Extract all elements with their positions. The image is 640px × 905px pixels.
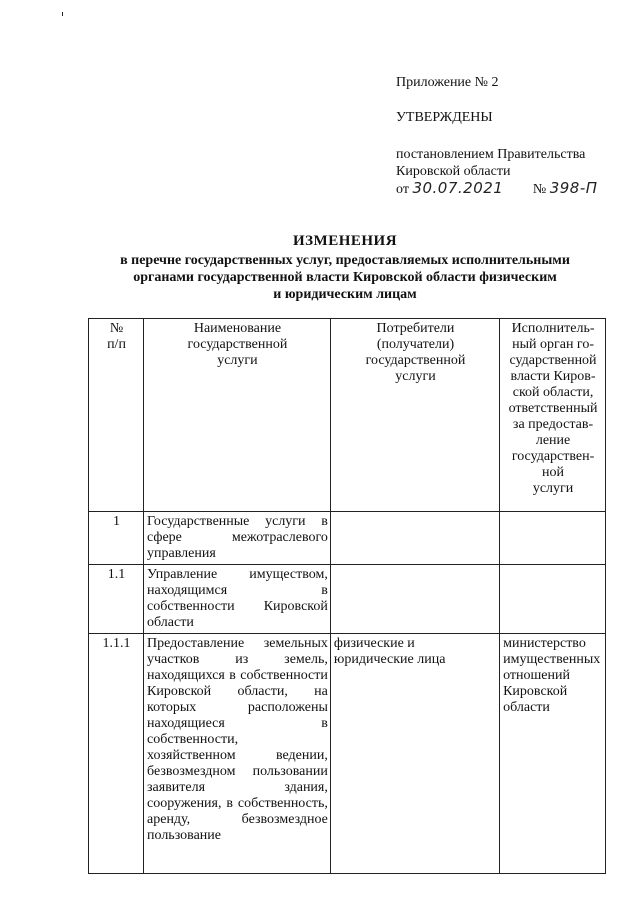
header-num (89, 319, 144, 512)
table-row (89, 512, 606, 565)
decree-line-2: Кировской области (396, 164, 511, 179)
row-num: 1.1.1 (89, 634, 144, 874)
table-header-row (89, 319, 606, 512)
header-name-text: Наименование государственной услуги (187, 321, 288, 368)
approved-label: УТВЕРЖДЕНЫ (396, 110, 493, 125)
row-authority (500, 565, 606, 634)
row-authority (500, 512, 606, 565)
title-main: ИЗМЕНЕНИЯ (292, 233, 398, 249)
header-num-text: № п/п (107, 321, 126, 352)
header-authority-text: Исполнитель- ный орган го- сударственной власти Киров- ской области, ответственный за предостав- ление государствен- ной услуги (508, 321, 598, 496)
table-row (89, 634, 606, 874)
header-authority (500, 319, 606, 512)
document-title (80, 233, 610, 303)
row-num: 1.1 (89, 565, 144, 634)
decree-line-1: постановлением Правительства (396, 147, 586, 162)
number-label: № (532, 182, 547, 197)
row-authority: министерство имущественных отношений Кировской области (500, 634, 606, 874)
decree-date-number-line (396, 180, 598, 198)
row-num: 1 (89, 512, 144, 565)
row-consumers: физические и юридические лица (330, 634, 499, 874)
from-label: от (396, 182, 409, 197)
table-row (89, 565, 606, 634)
row-service-name: Государственные услуги в сфере межотраслевого управления (144, 512, 331, 565)
header-consumers (330, 319, 499, 512)
handwritten-date: 30.07.2021 (412, 179, 504, 197)
row-consumers (330, 565, 499, 634)
services-table (88, 318, 606, 874)
title-line-2: органами государственной власти Кировской области физическим (133, 270, 557, 285)
scan-mark (62, 12, 63, 16)
handwritten-number: 398-П (549, 179, 598, 197)
appendix-label: Приложение № 2 (396, 75, 499, 90)
title-line-1: в перечне государственных услуг, предоставляемых исполнительными (120, 253, 570, 268)
decree-block (396, 146, 598, 198)
header-name (144, 319, 331, 512)
title-line-3: и юридическим лицам (273, 287, 417, 302)
row-consumers (330, 512, 499, 565)
row-service-name: Предоставление земельных участков из земель, находящихся в собственности Кировской области, на которых расположены находящиеся в собственности, хозяйственном ведении, безвозмездном пользовании заявителя здания, сооружения, в собственность, аренду, безвозмездное пользование (144, 634, 331, 874)
header-consumers-text: Потребители (получатели) государственной услуги (365, 321, 466, 384)
row-service-name: Управление имуществом, находящимся в собственности Кировской области (144, 565, 331, 634)
